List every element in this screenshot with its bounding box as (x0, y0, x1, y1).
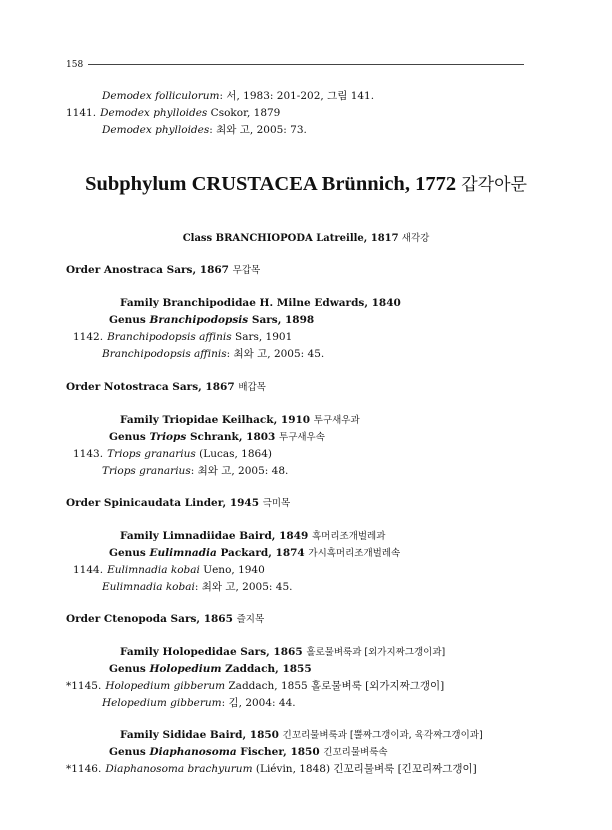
genus-heading: Genus Holopedium Zaddach, 1855 (109, 663, 312, 675)
entry-line: 1143. Triops granarius (Lucas, 1864) (73, 448, 272, 460)
genus-heading: Genus Diaphanosoma Fischer, 1850 긴꼬리물벼룩속 (109, 746, 388, 758)
entry-number: 1143. (73, 448, 104, 460)
order-heading: Order Spinicaudata Linder, 1945 극미목 (66, 497, 291, 509)
entry-line: Demodex phylloides: 최와 고, 2005: 73. (102, 124, 307, 136)
genus-heading: Genus Triops Schrank, 1803 투구새우속 (109, 431, 325, 443)
header-rule (88, 64, 524, 65)
family-heading: Family Sididae Baird, 1850 긴꼬리물벼룩과 [뿔짜그갱이과, 육각짜그갱이과] (120, 729, 483, 741)
entry-line: *1146. Diaphanosoma brachyurum (Liévin, 1848) 긴꼬리물벼룩 [긴꼬리짜그갱이] (66, 763, 477, 775)
family-heading: Family Triopidae Keilhack, 1910 투구새우과 (120, 414, 360, 426)
entry-number: 1144. (73, 564, 104, 576)
order-heading: Order Notostraca Sars, 1867 배갑목 (66, 381, 266, 393)
subphylum-heading: Subphylum CRUSTACEA Brünnich, 1772 갑각아문 (85, 173, 527, 195)
family-heading: Family Limnadiidae Baird, 1849 흑머리조개벌레과 (120, 530, 386, 542)
entry-number: 1141. (66, 107, 97, 119)
entry-line: Helopedium gibberum: 김, 2004: 44. (102, 697, 296, 709)
page-header (66, 60, 524, 72)
family-heading: Family Branchipodidae H. Milne Edwards, 1840 (120, 297, 401, 309)
entry-number: *1145. (66, 680, 102, 692)
entry-number: *1146. (66, 763, 102, 775)
entry-line: *1145. Holopedium gibberum Zaddach, 1855 홀로물벼룩 [외가지짜그갱이] (66, 680, 445, 692)
class-heading: Class BRANCHIOPODA Latreille, 1817 새각강 (182, 233, 430, 244)
entry-line: 1142. Branchipodopsis affinis Sars, 1901 (73, 331, 293, 343)
genus-heading: Genus Branchipodopsis Sars, 1898 (109, 314, 315, 326)
order-heading: Order Anostraca Sars, 1867 무갑목 (66, 264, 261, 276)
family-heading: Family Holopedidae Sars, 1865 홀로물벼룩과 [외가지짜그갱이과] (120, 646, 446, 658)
order-heading: Order Ctenopoda Sars, 1865 즐지목 (66, 613, 265, 625)
entry-line: 1141. Demodex phylloides Csokor, 1879 (66, 107, 281, 119)
entry-line: Triops granarius: 최와 고, 2005: 48. (102, 465, 289, 477)
page-number: 158 (66, 60, 84, 70)
entry-line: Eulimnadia kobai: 최와 고, 2005: 45. (102, 581, 293, 593)
entry-line: Demodex folliculorum: 서, 1983: 201-202, 그림 141. (102, 90, 375, 102)
entry-line: 1144. Eulimnadia kobai Ueno, 1940 (73, 564, 265, 576)
entry-line: Branchipodopsis affinis: 최와 고, 2005: 45. (102, 348, 325, 360)
genus-heading: Genus Eulimnadia Packard, 1874 가시흑머리조개벌레속 (109, 547, 401, 559)
entry-number: 1142. (73, 331, 104, 343)
